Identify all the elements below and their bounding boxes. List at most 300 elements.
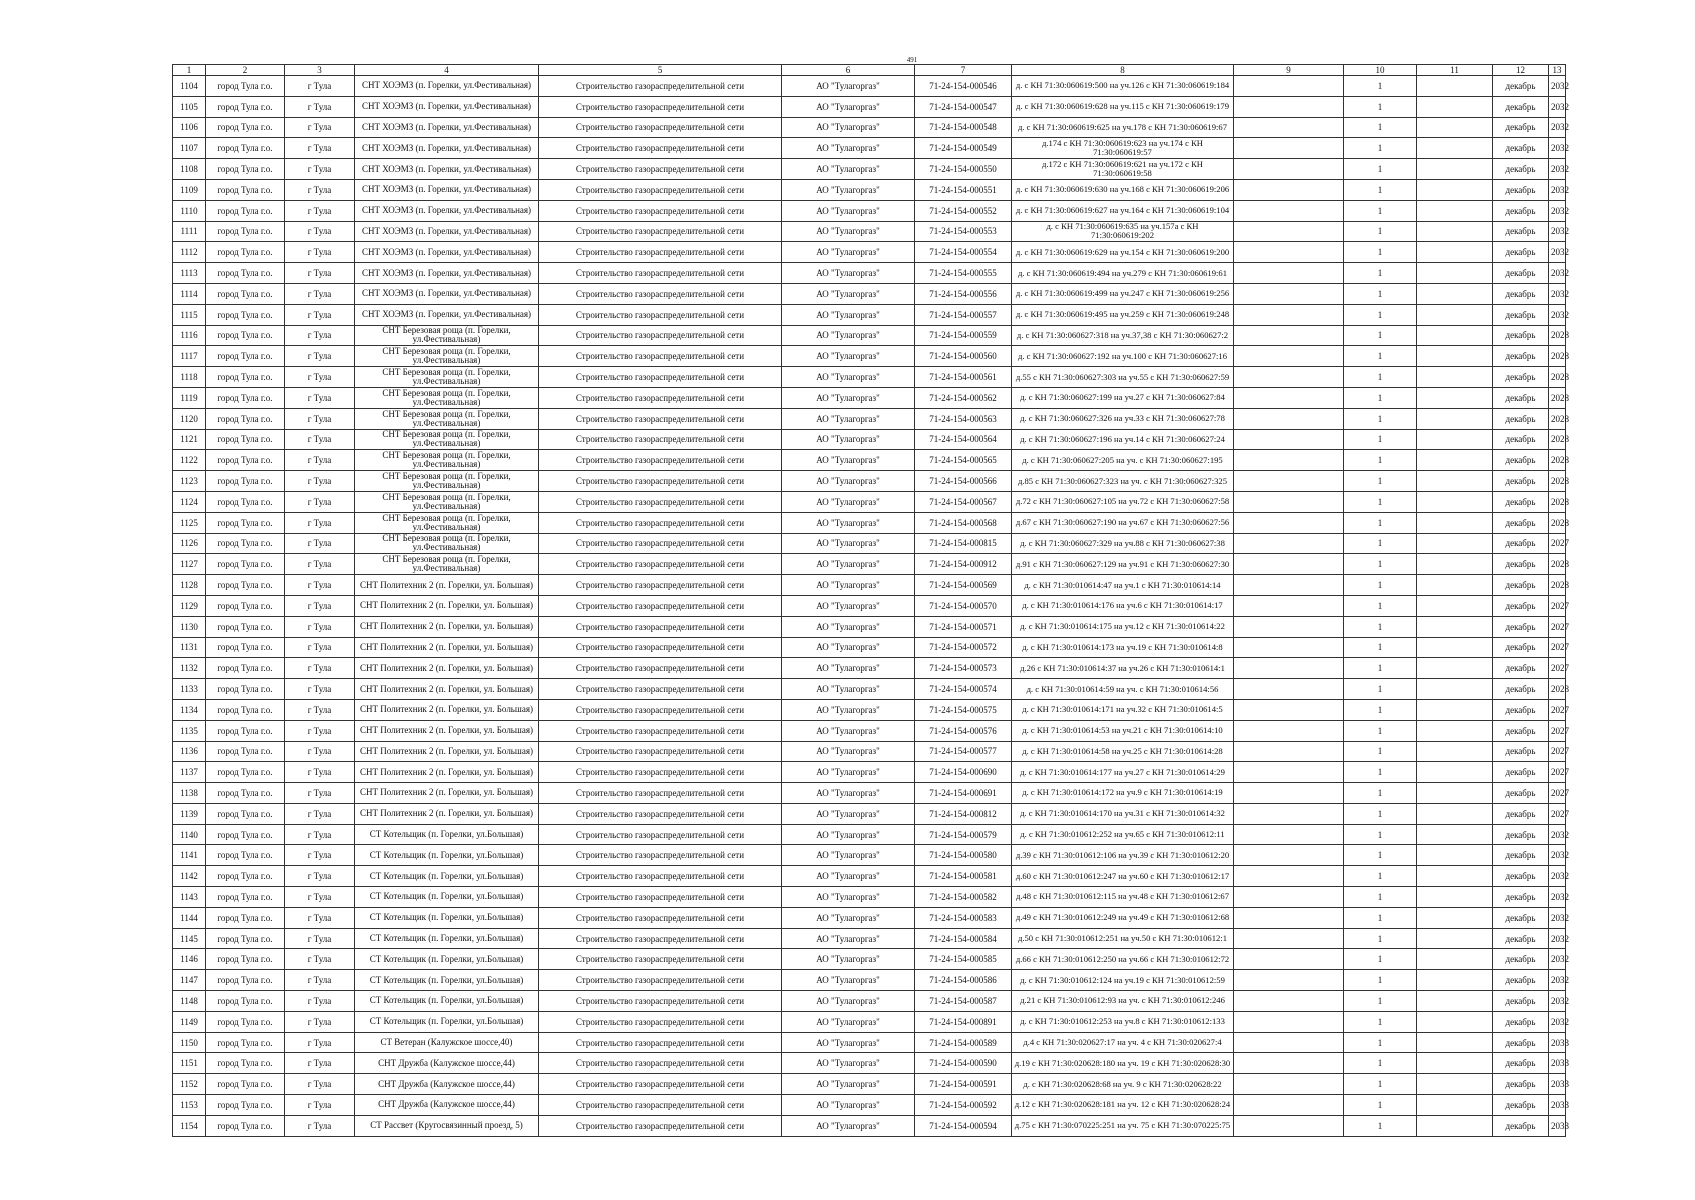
column-11-cell [1417,720,1493,741]
municipality-cell: город Тула г.о. [206,783,285,804]
settlement-cell: г Тула [285,762,355,783]
cadastral-cell: д. с КН 71:30:060619:628 на уч.115 с КН 71:30:060619:179 [1012,96,1234,117]
month-cell: декабрь [1493,803,1549,824]
year-cell: 2027 [1549,699,1566,720]
year-cell: 2027 [1549,637,1566,658]
month-cell: декабрь [1493,429,1549,450]
address-cell: СТ Котельщик (п. Горелки, ул.Большая) [355,845,539,866]
address-cell: СНТ Политехник 2 (п. Горелки, ул. Большая) [355,803,539,824]
row-number: 1110 [173,200,206,221]
column-header: 3 [285,65,355,76]
month-cell: декабрь [1493,221,1549,242]
year-cell: 2028 [1549,429,1566,450]
column-9-cell [1234,720,1344,741]
municipality-cell: город Тула г.о. [206,595,285,616]
row-number: 1127 [173,554,206,575]
object-code-cell: 71-24-154-000560 [915,346,1012,367]
column-9-cell [1234,76,1344,97]
work-type-cell: Строительство газораспределительной сети [539,200,782,221]
column-9-cell [1234,949,1344,970]
count-cell: 1 [1344,76,1417,97]
settlement-cell: г Тула [285,907,355,928]
column-9-cell [1234,491,1344,512]
table-row [173,554,1566,575]
column-9-cell [1234,533,1344,554]
settlement-cell: г Тула [285,1115,355,1136]
organization-cell: АО "Тулагоргаз" [782,1032,915,1053]
year-cell: 2032 [1549,159,1566,180]
year-cell: 2032 [1549,221,1566,242]
address-cell: СТ Котельщик (п. Горелки, ул.Большая) [355,949,539,970]
year-cell: 2032 [1549,263,1566,284]
cadastral-cell: д.85 с КН 71:30:060627:323 на уч. с КН 71:30:060627:325 [1012,471,1234,492]
organization-cell: АО "Тулагоргаз" [782,1095,915,1116]
column-11-cell [1417,304,1493,325]
column-9-cell [1234,845,1344,866]
column-9-cell [1234,283,1344,304]
organization-cell: АО "Тулагоргаз" [782,408,915,429]
address-cell: СНТ ХОЭМЗ (п. Горелки, ул.Фестивальная) [355,179,539,200]
year-cell: 2032 [1549,200,1566,221]
column-9-cell [1234,179,1344,200]
object-code-cell: 71-24-154-000812 [915,803,1012,824]
work-type-cell: Строительство газораспределительной сети [539,138,782,159]
year-cell: 2033 [1549,1032,1566,1053]
object-code-cell: 71-24-154-000690 [915,762,1012,783]
row-number: 1142 [173,866,206,887]
settlement-cell: г Тула [285,367,355,388]
row-number: 1121 [173,429,206,450]
cadastral-cell: д.50 с КН 71:30:010612:251 на уч.50 с КН 71:30:010612:1 [1012,928,1234,949]
object-code-cell: 71-24-154-000591 [915,1074,1012,1095]
settlement-cell: г Тула [285,845,355,866]
year-cell: 2028 [1549,471,1566,492]
organization-cell: АО "Тулагоргаз" [782,949,915,970]
cadastral-cell: д. с КН 71:30:020628:68 на уч. 9 с КН 71:30:020628:22 [1012,1074,1234,1095]
row-number: 1131 [173,637,206,658]
address-cell: СНТ Березовая роща (п. Горелки, ул.Фестивальная) [355,512,539,533]
year-cell: 2028 [1549,554,1566,575]
count-cell: 1 [1344,304,1417,325]
settlement-cell: г Тула [285,429,355,450]
month-cell: декабрь [1493,179,1549,200]
month-cell: декабрь [1493,533,1549,554]
table-row [173,533,1566,554]
cadastral-cell: д.55 с КН 71:30:060627:303 на уч.55 с КН 71:30:060627:59 [1012,367,1234,388]
object-code-cell: 71-24-154-000581 [915,866,1012,887]
municipality-cell: город Тула г.о. [206,200,285,221]
work-type-cell: Строительство газораспределительной сети [539,679,782,700]
column-9-cell [1234,762,1344,783]
cadastral-cell: д. с КН 71:30:010614:59 на уч. с КН 71:30:010614:56 [1012,679,1234,700]
object-code-cell: 71-24-154-000574 [915,679,1012,700]
organization-cell: АО "Тулагоргаз" [782,845,915,866]
column-header: 8 [1012,65,1234,76]
count-cell: 1 [1344,138,1417,159]
column-9-cell [1234,450,1344,471]
column-11-cell [1417,242,1493,263]
column-9-cell [1234,1074,1344,1095]
column-11-cell [1417,866,1493,887]
cadastral-cell: д. с КН 71:30:010614:177 на уч.27 с КН 71:30:010614:29 [1012,762,1234,783]
work-type-cell: Строительство газораспределительной сети [539,159,782,180]
row-number: 1150 [173,1032,206,1053]
municipality-cell: город Тула г.о. [206,824,285,845]
municipality-cell: город Тула г.о. [206,96,285,117]
work-type-cell: Строительство газораспределительной сети [539,242,782,263]
cadastral-cell: д.4 с КН 71:30:020627:17 на уч. 4 с КН 71:30:020627:4 [1012,1032,1234,1053]
cadastral-cell: д. с КН 71:30:010614:170 на уч.31 с КН 71:30:010614:32 [1012,803,1234,824]
row-number: 1120 [173,408,206,429]
count-cell: 1 [1344,595,1417,616]
organization-cell: АО "Тулагоргаз" [782,970,915,991]
month-cell: декабрь [1493,96,1549,117]
object-code-cell: 71-24-154-000546 [915,76,1012,97]
organization-cell: АО "Тулагоргаз" [782,117,915,138]
table-row [173,928,1566,949]
organization-cell: АО "Тулагоргаз" [782,907,915,928]
settlement-cell: г Тула [285,450,355,471]
table-row [173,387,1566,408]
address-cell: СНТ ХОЭМЗ (п. Горелки, ул.Фестивальная) [355,263,539,284]
address-cell: СНТ Дружба (Калужское шоссе,44) [355,1053,539,1074]
column-header: 12 [1493,65,1549,76]
address-cell: СНТ ХОЭМЗ (п. Горелки, ул.Фестивальная) [355,200,539,221]
column-11-cell [1417,554,1493,575]
month-cell: декабрь [1493,762,1549,783]
column-9-cell [1234,346,1344,367]
cadastral-cell: д. с КН 71:30:060627:326 на уч.33 с КН 71:30:060627:78 [1012,408,1234,429]
table-row [173,367,1566,388]
work-type-cell: Строительство газораспределительной сети [539,283,782,304]
object-code-cell: 71-24-154-000691 [915,783,1012,804]
municipality-cell: город Тула г.о. [206,887,285,908]
object-code-cell: 71-24-154-000912 [915,554,1012,575]
count-cell: 1 [1344,96,1417,117]
work-type-cell: Строительство газораспределительной сети [539,907,782,928]
column-9-cell [1234,907,1344,928]
settlement-cell: г Тула [285,387,355,408]
municipality-cell: город Тула г.о. [206,575,285,596]
table-row [173,491,1566,512]
work-type-cell: Строительство газораспределительной сети [539,367,782,388]
organization-cell: АО "Тулагоргаз" [782,1053,915,1074]
settlement-cell: г Тула [285,1011,355,1032]
count-cell: 1 [1344,699,1417,720]
organization-cell: АО "Тулагоргаз" [782,783,915,804]
settlement-cell: г Тула [285,221,355,242]
municipality-cell: город Тула г.о. [206,991,285,1012]
table-row [173,471,1566,492]
cadastral-cell: д.66 с КН 71:30:010612:250 на уч.66 с КН 71:30:010612:72 [1012,949,1234,970]
table-row [173,117,1566,138]
settlement-cell: г Тула [285,471,355,492]
object-code-cell: 71-24-154-000584 [915,928,1012,949]
organization-cell: АО "Тулагоргаз" [782,138,915,159]
organization-cell: АО "Тулагоргаз" [782,491,915,512]
organization-cell: АО "Тулагоргаз" [782,367,915,388]
work-type-cell: Строительство газораспределительной сети [539,387,782,408]
column-11-cell [1417,450,1493,471]
month-cell: декабрь [1493,679,1549,700]
month-cell: декабрь [1493,242,1549,263]
work-type-cell: Строительство газораспределительной сети [539,762,782,783]
cadastral-cell: д. с КН 71:30:060619:625 на уч.178 с КН 71:30:060619:67 [1012,117,1234,138]
organization-cell: АО "Тулагоргаз" [782,762,915,783]
row-number: 1117 [173,346,206,367]
table-row [173,741,1566,762]
cadastral-cell: д. с КН 71:30:010612:252 на уч.65 с КН 71:30:010612:11 [1012,824,1234,845]
address-cell: СНТ Политехник 2 (п. Горелки, ул. Большая) [355,699,539,720]
cadastral-cell: д. с КН 71:30:010614:172 на уч.9 с КН 71:30:010614:19 [1012,783,1234,804]
column-11-cell [1417,991,1493,1012]
cadastral-cell: д. с КН 71:30:060619:635 на уч.157а с КН 71:30:060619:202 [1012,221,1234,242]
table-row [173,1011,1566,1032]
month-cell: декабрь [1493,1115,1549,1136]
work-type-cell: Строительство газораспределительной сети [539,845,782,866]
cadastral-cell: д. с КН 71:30:060619:627 на уч.164 с КН 71:30:060619:104 [1012,200,1234,221]
column-9-cell [1234,304,1344,325]
table-row [173,658,1566,679]
work-type-cell: Строительство газораспределительной сети [539,76,782,97]
column-11-cell [1417,679,1493,700]
work-type-cell: Строительство газораспределительной сети [539,429,782,450]
work-type-cell: Строительство газораспределительной сети [539,117,782,138]
column-11-cell [1417,970,1493,991]
table-row [173,263,1566,284]
object-code-cell: 71-24-154-000587 [915,991,1012,1012]
address-cell: СТ Котельщик (п. Горелки, ул.Большая) [355,928,539,949]
column-11-cell [1417,179,1493,200]
column-9-cell [1234,991,1344,1012]
table-row [173,762,1566,783]
organization-cell: АО "Тулагоргаз" [782,450,915,471]
work-type-cell: Строительство газораспределительной сети [539,96,782,117]
work-type-cell: Строительство газораспределительной сети [539,803,782,824]
organization-cell: АО "Тулагоргаз" [782,658,915,679]
table-row [173,304,1566,325]
count-cell: 1 [1344,991,1417,1012]
work-type-cell: Строительство газораспределительной сети [539,512,782,533]
row-number: 1129 [173,595,206,616]
address-cell: СНТ Политехник 2 (п. Горелки, ул. Большая) [355,616,539,637]
cadastral-cell: д. с КН 71:30:010614:53 на уч.21 с КН 71:30:010614:10 [1012,720,1234,741]
column-9-cell [1234,242,1344,263]
organization-cell: АО "Тулагоргаз" [782,263,915,284]
address-cell: СНТ ХОЭМЗ (п. Горелки, ул.Фестивальная) [355,76,539,97]
work-type-cell: Строительство газораспределительной сети [539,595,782,616]
column-11-cell [1417,138,1493,159]
settlement-cell: г Тула [285,970,355,991]
table-row [173,616,1566,637]
object-code-cell: 71-24-154-000582 [915,887,1012,908]
address-cell: СНТ Березовая роща (п. Горелки, ул.Фестивальная) [355,387,539,408]
object-code-cell: 71-24-154-000583 [915,907,1012,928]
row-number: 1153 [173,1095,206,1116]
cadastral-cell: д.48 с КН 71:30:010612:115 на уч.48 с КН 71:30:010612:67 [1012,887,1234,908]
settlement-cell: г Тула [285,699,355,720]
count-cell: 1 [1344,845,1417,866]
organization-cell: АО "Тулагоргаз" [782,1115,915,1136]
month-cell: декабрь [1493,117,1549,138]
count-cell: 1 [1344,616,1417,637]
organization-cell: АО "Тулагоргаз" [782,221,915,242]
table-row [173,575,1566,596]
month-cell: декабрь [1493,159,1549,180]
object-code-cell: 71-24-154-000563 [915,408,1012,429]
year-cell: 2033 [1549,1115,1566,1136]
municipality-cell: город Тула г.о. [206,1011,285,1032]
month-cell: декабрь [1493,471,1549,492]
month-cell: декабрь [1493,637,1549,658]
year-cell: 2032 [1549,991,1566,1012]
column-11-cell [1417,96,1493,117]
year-cell: 2028 [1549,325,1566,346]
month-cell: декабрь [1493,491,1549,512]
cadastral-cell: д. с КН 71:30:060627:199 на уч.27 с КН 71:30:060627:84 [1012,387,1234,408]
column-header: 7 [915,65,1012,76]
municipality-cell: город Тула г.о. [206,554,285,575]
work-type-cell: Строительство газораспределительной сети [539,554,782,575]
organization-cell: АО "Тулагоргаз" [782,741,915,762]
row-number: 1132 [173,658,206,679]
count-cell: 1 [1344,907,1417,928]
year-cell: 2032 [1549,1011,1566,1032]
address-cell: СНТ Березовая роща (п. Горелки, ул.Фестивальная) [355,554,539,575]
column-9-cell [1234,159,1344,180]
year-cell: 2027 [1549,783,1566,804]
table-row [173,866,1566,887]
column-11-cell [1417,221,1493,242]
address-cell: СНТ Березовая роща (п. Горелки, ул.Фестивальная) [355,533,539,554]
month-cell: декабрь [1493,1032,1549,1053]
column-11-cell [1417,1115,1493,1136]
cadastral-cell: д.91 с КН 71:30:060627:129 на уч.91 с КН 71:30:060627:30 [1012,554,1234,575]
row-number: 1152 [173,1074,206,1095]
cadastral-cell: д. с КН 71:30:010614:176 на уч.6 с КН 71:30:010614:17 [1012,595,1234,616]
settlement-cell: г Тула [285,1074,355,1095]
object-code-cell: 71-24-154-000564 [915,429,1012,450]
column-11-cell [1417,949,1493,970]
column-9-cell [1234,387,1344,408]
year-cell: 2028 [1549,346,1566,367]
municipality-cell: город Тула г.о. [206,242,285,263]
column-9-cell [1234,679,1344,700]
column-11-cell [1417,491,1493,512]
work-type-cell: Строительство газораспределительной сети [539,658,782,679]
object-code-cell: 71-24-154-000555 [915,263,1012,284]
address-cell: СНТ Березовая роща (п. Горелки, ул.Фестивальная) [355,325,539,346]
column-9-cell [1234,138,1344,159]
municipality-cell: город Тула г.о. [206,387,285,408]
column-11-cell [1417,1053,1493,1074]
organization-cell: АО "Тулагоргаз" [782,242,915,263]
column-11-cell [1417,637,1493,658]
municipality-cell: город Тула г.о. [206,471,285,492]
table-row [173,887,1566,908]
year-cell: 2027 [1549,741,1566,762]
month-cell: декабрь [1493,970,1549,991]
settlement-cell: г Тула [285,304,355,325]
cadastral-cell: д. с КН 71:30:060619:500 на уч.126 с КН 71:30:060619:184 [1012,76,1234,97]
count-cell: 1 [1344,200,1417,221]
column-11-cell [1417,887,1493,908]
year-cell: 2032 [1549,138,1566,159]
settlement-cell: г Тула [285,117,355,138]
address-cell: СТ Котельщик (п. Горелки, ул.Большая) [355,824,539,845]
page-number: 491 [906,56,918,64]
organization-cell: АО "Тулагоргаз" [782,159,915,180]
municipality-cell: город Тула г.о. [206,76,285,97]
cadastral-cell: д. с КН 71:30:010614:173 на уч.19 с КН 71:30:010614:8 [1012,637,1234,658]
month-cell: декабрь [1493,408,1549,429]
municipality-cell: город Тула г.о. [206,949,285,970]
organization-cell: АО "Тулагоргаз" [782,866,915,887]
address-cell: СНТ Березовая роща (п. Горелки, ул.Фестивальная) [355,471,539,492]
object-code-cell: 71-24-154-000562 [915,387,1012,408]
year-cell: 2028 [1549,491,1566,512]
municipality-cell: город Тула г.о. [206,907,285,928]
month-cell: декабрь [1493,554,1549,575]
column-11-cell [1417,741,1493,762]
work-type-cell: Строительство газораспределительной сети [539,1095,782,1116]
object-code-cell: 71-24-154-000553 [915,221,1012,242]
row-number: 1105 [173,96,206,117]
address-cell: СНТ ХОЭМЗ (п. Горелки, ул.Фестивальная) [355,221,539,242]
settlement-cell: г Тула [285,803,355,824]
organization-cell: АО "Тулагоргаз" [782,991,915,1012]
month-cell: декабрь [1493,1011,1549,1032]
row-number: 1140 [173,824,206,845]
object-code-cell: 71-24-154-000571 [915,616,1012,637]
table-row [173,76,1566,97]
work-type-cell: Строительство газораспределительной сети [539,741,782,762]
column-9-cell [1234,1053,1344,1074]
municipality-cell: город Тула г.о. [206,1115,285,1136]
month-cell: декабрь [1493,720,1549,741]
object-code-cell: 71-24-154-000559 [915,325,1012,346]
municipality-cell: город Тула г.о. [206,263,285,284]
column-11-cell [1417,595,1493,616]
year-cell: 2032 [1549,76,1566,97]
month-cell: декабрь [1493,283,1549,304]
settlement-cell: г Тула [285,783,355,804]
settlement-cell: г Тула [285,96,355,117]
column-11-cell [1417,928,1493,949]
object-code-cell: 71-24-154-000551 [915,179,1012,200]
column-11-cell [1417,803,1493,824]
address-cell: СТ Котельщик (п. Горелки, ул.Большая) [355,991,539,1012]
work-type-cell: Строительство газораспределительной сети [539,471,782,492]
year-cell: 2027 [1549,616,1566,637]
month-cell: декабрь [1493,991,1549,1012]
column-9-cell [1234,554,1344,575]
address-cell: СНТ Политехник 2 (п. Горелки, ул. Большая) [355,783,539,804]
object-code-cell: 71-24-154-000552 [915,200,1012,221]
count-cell: 1 [1344,887,1417,908]
table-row [173,679,1566,700]
organization-cell: АО "Тулагоргаз" [782,803,915,824]
year-cell: 2032 [1549,928,1566,949]
count-cell: 1 [1344,533,1417,554]
year-cell: 2032 [1549,866,1566,887]
organization-cell: АО "Тулагоргаз" [782,679,915,700]
cadastral-cell: д. с КН 71:30:060627:192 на уч.100 с КН 71:30:060627:16 [1012,346,1234,367]
organization-cell: АО "Тулагоргаз" [782,325,915,346]
cadastral-cell: д.72 с КН 71:30:060627:105 на уч.72 с КН 71:30:060627:58 [1012,491,1234,512]
column-9-cell [1234,1011,1344,1032]
year-cell: 2027 [1549,595,1566,616]
